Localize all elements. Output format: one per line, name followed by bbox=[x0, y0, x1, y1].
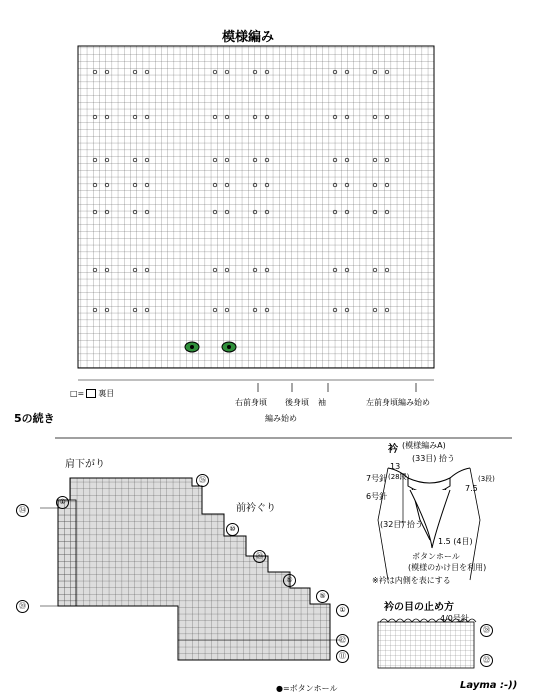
collar-title: 衿 bbox=[388, 444, 398, 455]
left-mark: ⑳ bbox=[16, 600, 29, 613]
row-mark: ① bbox=[56, 496, 69, 509]
row-mark: ⑪ bbox=[336, 650, 349, 663]
collar-inner-note: ※衿は内側を表にする bbox=[372, 576, 451, 585]
neckline-label: 前衿ぐり bbox=[236, 503, 276, 514]
row-mark: ① bbox=[336, 604, 349, 617]
row-mark: ⑤ bbox=[283, 574, 296, 587]
legend-text: 裏目 bbox=[98, 389, 115, 398]
row-mark: ⑤ bbox=[316, 590, 329, 603]
bindoff-needle: 4/0号針 bbox=[440, 614, 469, 623]
collar-dim-width: 1.5 (4目) bbox=[438, 537, 473, 546]
row-mark: ㉖ bbox=[196, 474, 209, 487]
label-left-front-start: 左前身頃編み始め bbox=[366, 398, 430, 407]
collar-dim-top-rows: (3段) bbox=[478, 475, 495, 483]
collar-dim-left: 13 bbox=[390, 462, 401, 471]
continuation-title: 5の続き bbox=[14, 412, 55, 425]
purl-swatch-icon bbox=[86, 389, 96, 398]
bindoff-title: 衿の目の止め方 bbox=[384, 602, 454, 613]
collar-pickup-side: (32目) 拾う bbox=[380, 520, 423, 529]
row-mark: ⑳ bbox=[253, 550, 266, 563]
legend bbox=[70, 389, 114, 399]
needle-6: 6号針 bbox=[366, 492, 388, 501]
collar-dim-left-rows: (28段) bbox=[388, 473, 410, 481]
buttonhole-label: ボタンホール bbox=[412, 552, 460, 561]
left-mark: ㉞ bbox=[16, 504, 29, 517]
collar-subtitle: (模様編みA) bbox=[402, 441, 446, 450]
label-right-front: 右前身頃 bbox=[235, 398, 267, 407]
bindoff-mark: ㉒ bbox=[480, 654, 493, 667]
legend-symbol: □= bbox=[70, 389, 85, 398]
label-sleeve: 袖 bbox=[318, 398, 326, 407]
collar-dim-top: 7.5 bbox=[465, 484, 478, 493]
collar-pickup-top: (33目) 拾う bbox=[412, 454, 455, 463]
row-mark: ㉒ bbox=[336, 634, 349, 647]
chart-title: 模様編み bbox=[222, 30, 275, 45]
label-start: 編み始め bbox=[265, 414, 297, 423]
button-note: ●=ボタンホール bbox=[276, 684, 338, 693]
shoulder-label: 肩下がり bbox=[65, 459, 105, 470]
buttonhole-note: (模様のかけ目を利用) bbox=[408, 563, 487, 572]
bindoff-mark: ㉘ bbox=[480, 624, 493, 637]
credit-text: Layma :-)) bbox=[460, 680, 518, 691]
row-mark: ⑩ bbox=[226, 523, 239, 536]
needle-7: 7号針 bbox=[366, 474, 388, 483]
label-back: 後身頃 bbox=[285, 398, 309, 407]
